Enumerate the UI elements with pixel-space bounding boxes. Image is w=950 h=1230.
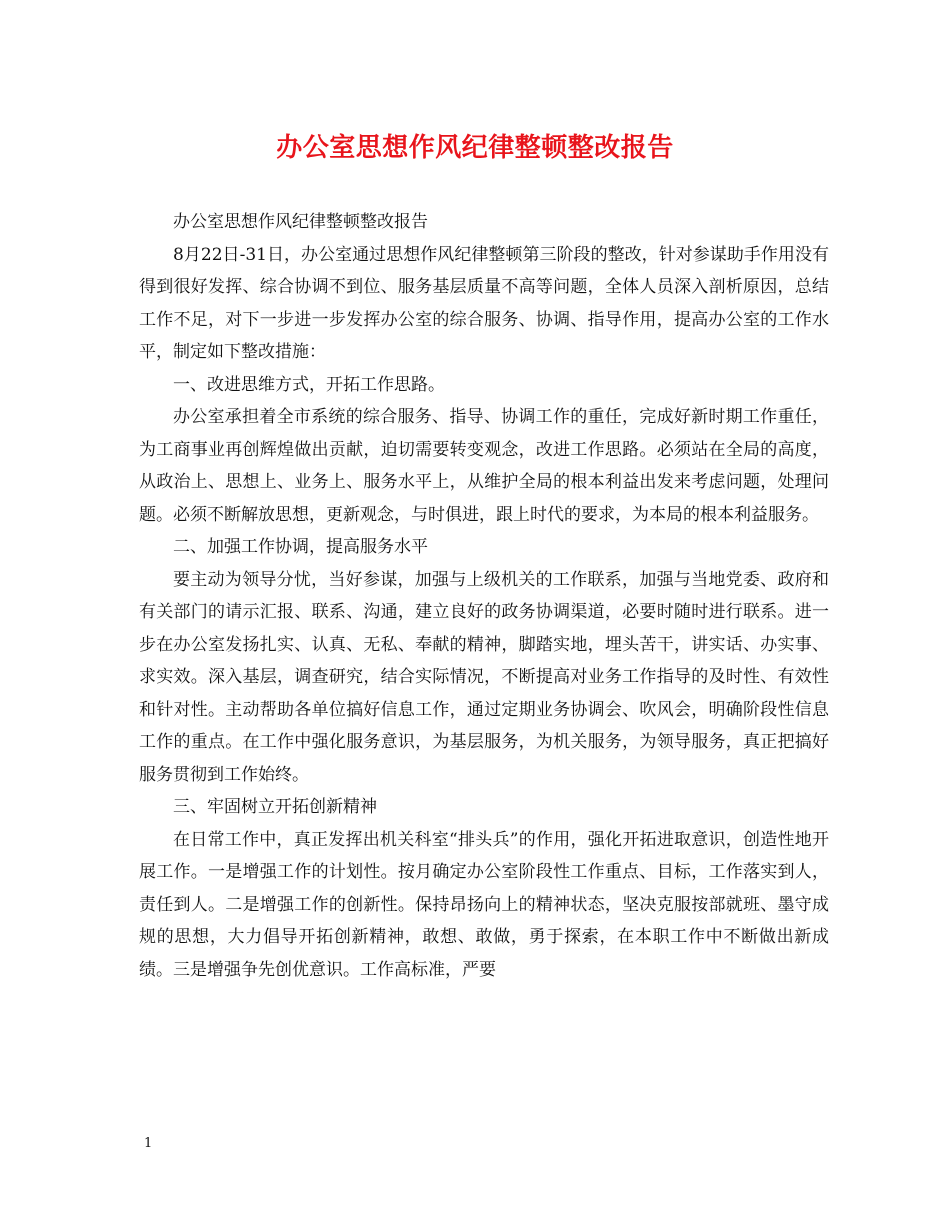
section-heading-2: 二、加强工作协调，提高服务水平 [173,537,428,557]
paragraph-intro: 8月22日-31日，办公室通过思想作风纪律整顿第三阶段的整改，针对参谋助手作用没有得到很好发挥、综合协调不到位、服务基层质量不高等问题，全体人员深入剖析原因，总结工作不足，对下一步进一步发挥办公室的综合服务、协调、指导作用，提高办公室的工作水平，制定如下整改措施： [139,244,829,362]
section-heading-1: 一、改进思维方式，开拓工作思路。 [173,374,445,395]
paragraph-section-3: 在日常工作中，真正发挥出机关科室“排头兵”的作用，强化开拓进取意识，创造性地开展工作。一是增强工作的计划性。按月确定办公室阶段性工作重点、目标，工作落实到人，责任到人。二是增强工作的创新性。保持昂扬向上的精神状态，坚决克服按部就班、墨守成规的思想，大力倡导开拓创新精神，敢想、敢做，勇于探索，在本职工作中不断做出新成绩。三是增强争先创优意识。工作高标准，严要 [139,829,829,980]
document-body [139,206,829,986]
page-number: 1 [144,1136,153,1151]
paragraph-heading-repeat: 办公室思想作风纪律整顿整改报告 [173,212,428,232]
paragraph-section-2: 要主动为领导分忧，当好参谋，加强与上级机关的工作联系，加强与当地党委、政府和有关部门的请示汇报、联系、沟通，建立良好的政务协调渠道，必要时随时进行联系。进一步在办公室发扬扎实、认真、无私、奉献的精神，脚踏实地，埋头苦干，讲实话、办实事、求实效。深入基层，调查研究，结合实际情况，不断提高对业务工作指导的及时性、有效性和针对性。主动帮助各单位搞好信息工作，通过定期业务协调会、吹风会，明确阶段性信息工作的重点。在工作中强化服务意识，为基层服务，为机关服务，为领导服务，真正把搞好服务贯彻到工作始终。 [139,569,829,785]
document-title: 办公室思想作风纪律整顿整改报告 [276,133,674,163]
section-heading-3: 三、牢固树立开拓创新精神 [173,797,377,817]
paragraph-section-1: 办公室承担着全市系统的综合服务、指导、协调工作的重任，完成好新时期工作重任，为工商事业再创辉煌做出贡献，迫切需要转变观念，改进工作思路。必须站在全局的高度，从政治上、思想上、业务上、服务水平上，从维护全局的根本利益出发来考虑问题，处理问题。必须不断解放思想，更新观念，与时俱进，跟上时代的要求，为本局的根本利益服务。 [139,407,829,525]
